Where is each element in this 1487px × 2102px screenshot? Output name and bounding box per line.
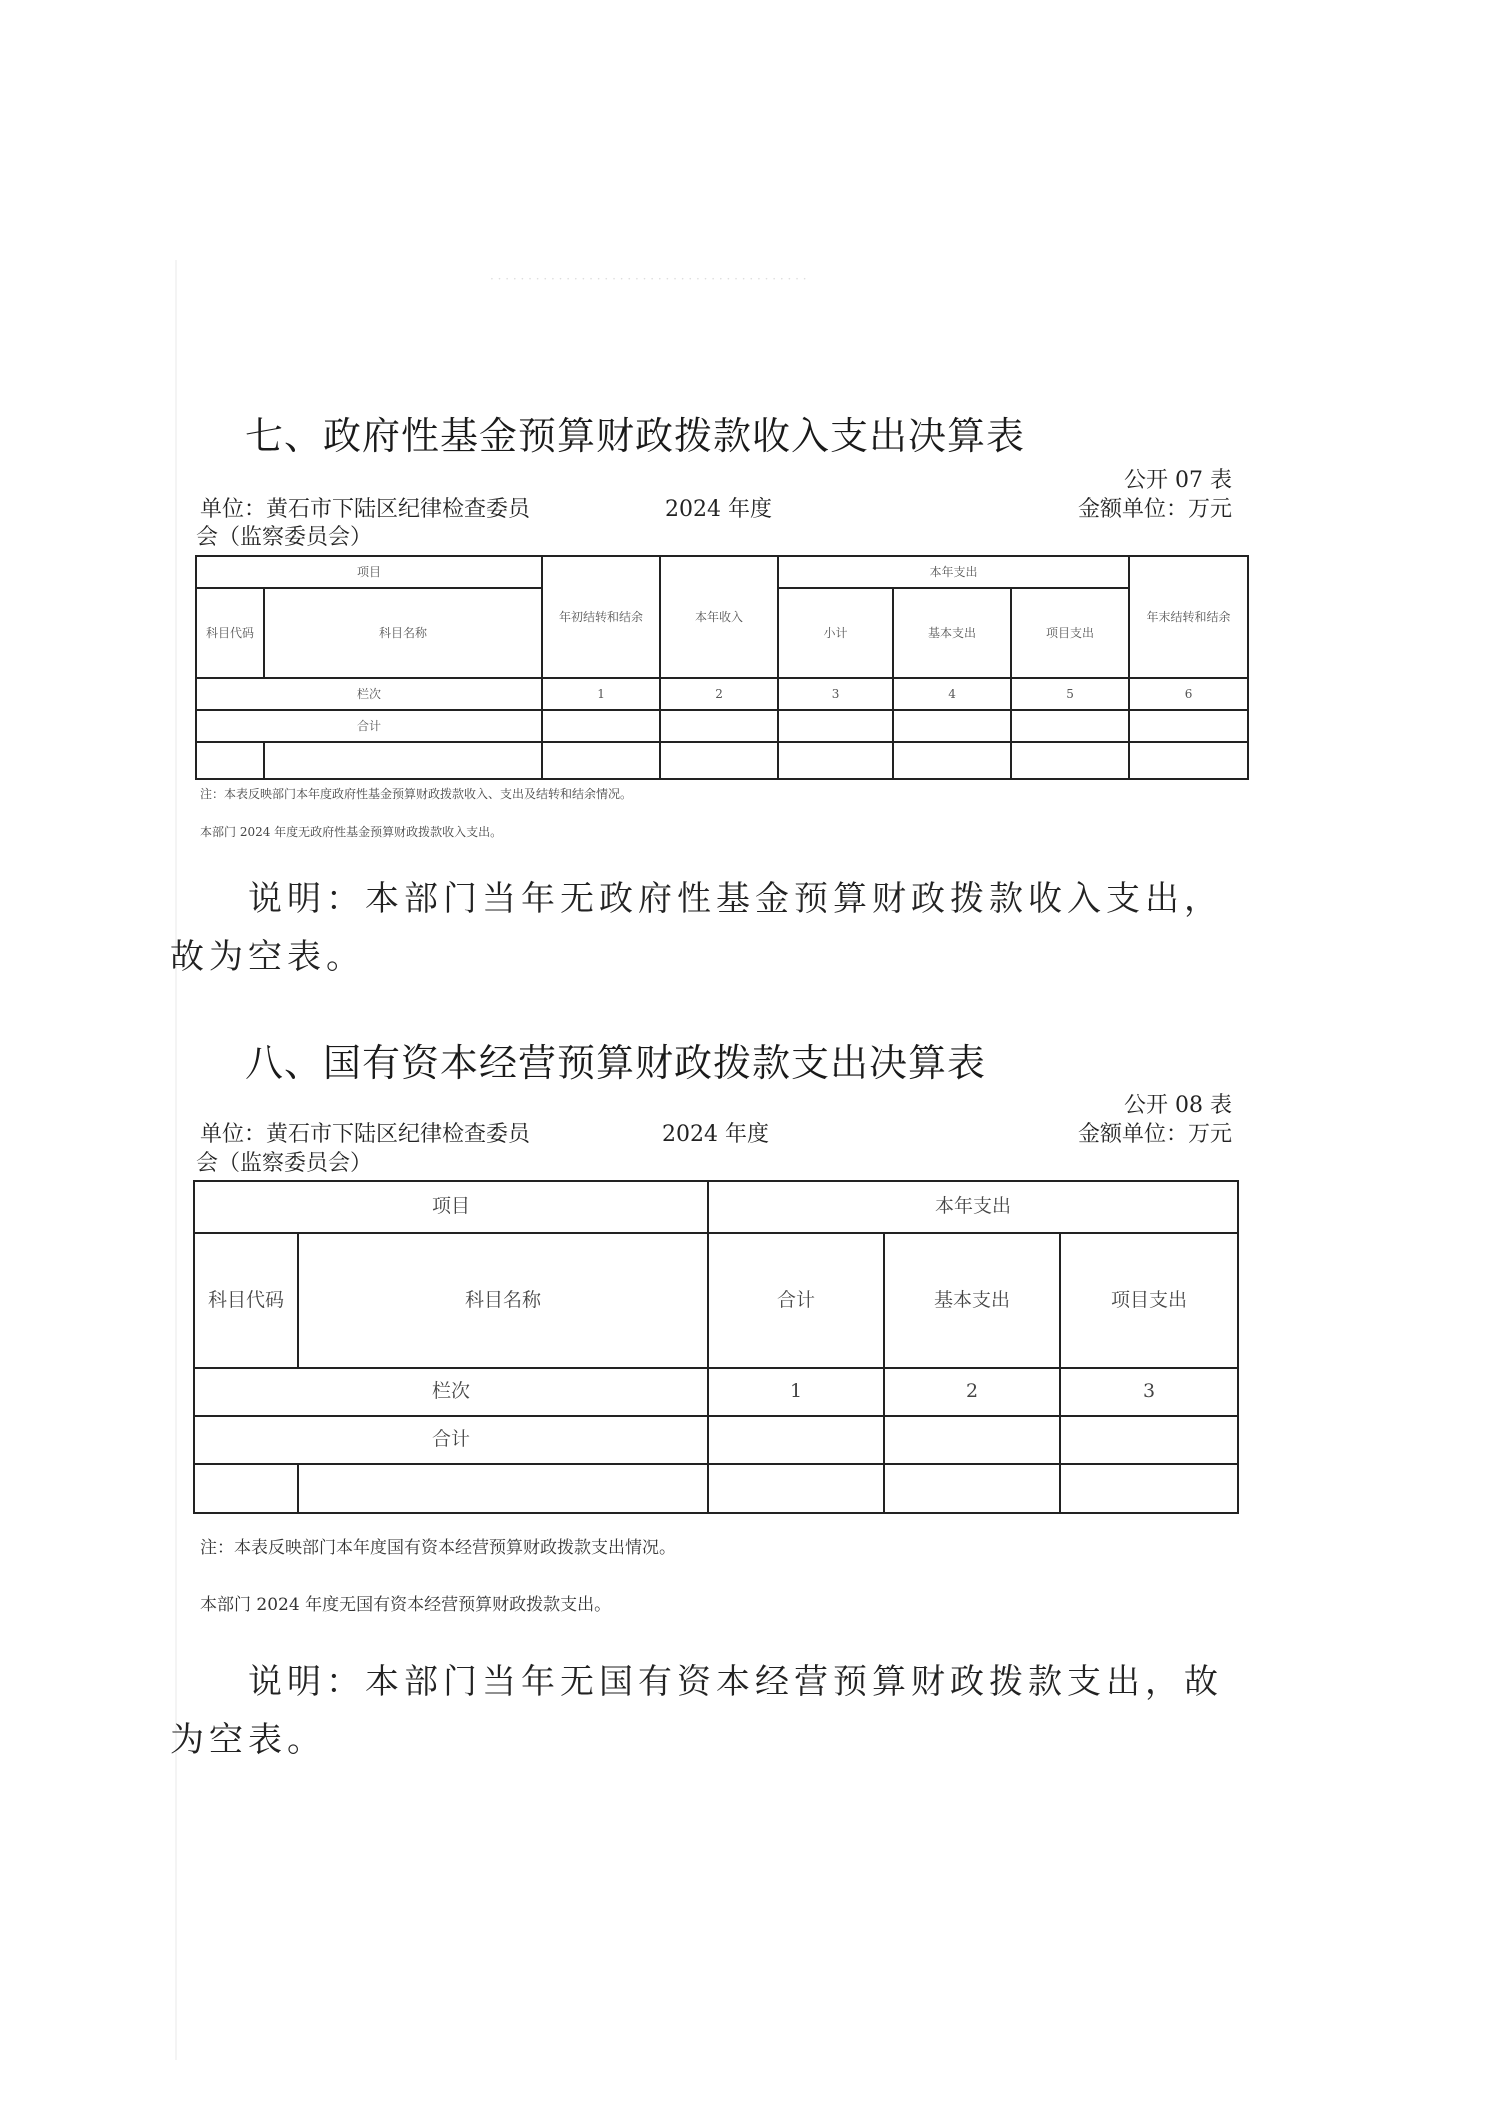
section7-unit-line1: 单位：黄石市下陆区纪律检查委员 [200,497,531,522]
t7-project-exp-header: 项目支出 [1011,588,1129,678]
table-cell [542,742,660,779]
section7-table-no: 公开 07 表 [1124,468,1232,493]
t8-col-number: 2 [884,1368,1060,1416]
t7-col-number: 4 [893,678,1011,710]
section8-unit-line2: 会（监察委员会） [196,1151,373,1176]
table-cell [893,742,1011,779]
section7-explain-line1: 说明：本部门当年无政府性基金预算财政拨款收入支出， [248,879,1223,919]
table-cell [1011,742,1129,779]
section8-title: 八、国有资本经营预算财政拨款支出决算表 [245,1041,987,1085]
section8-year: 2024 年度 [662,1122,769,1147]
t7-column-index-label: 栏次 [196,678,542,710]
table-cell [778,742,893,779]
t7-expense-header: 本年支出 [778,556,1129,588]
section7-note1: 注：本表反映部门本年度政府性基金预算财政拨款收入、支出及结转和结余情况。 [200,787,633,801]
header-mark: · · · · · · · · · · · · · · · · · · · · · · · · · · · · · · · · · · · · · · · · · · [490,272,807,286]
t7-col-number: 3 [778,678,893,710]
section8-amount-unit: 金额单位：万元 [1077,1122,1232,1147]
section7-amount-unit: 金额单位：万元 [1077,497,1232,522]
table-cell [778,710,893,742]
table-cell [542,710,660,742]
t7-income-header: 本年收入 [660,556,778,678]
t7-col-number: 2 [660,678,778,710]
t8-code-header: 科目代码 [194,1233,298,1368]
table-cell [1129,742,1248,779]
section7-unit-line2: 会（监察委员会） [196,525,373,550]
t7-subtotal-header: 小计 [778,588,893,678]
scan-edge [175,260,177,2060]
t8-col-number: 1 [708,1368,884,1416]
section7-note2: 本部门 2024 年度无政府性基金预算财政拨款收入支出。 [200,825,503,839]
section7-explain-line2: 故为空表。 [170,937,365,977]
t8-expense-header: 本年支出 [708,1181,1238,1233]
table-cell [708,1416,884,1464]
t8-col-number: 3 [1060,1368,1238,1416]
section7-title: 七、政府性基金预算财政拨款收入支出决算表 [245,414,1026,458]
table-cell [884,1416,1060,1464]
section8-table-no: 公开 08 表 [1124,1093,1232,1118]
t8-name-header: 科目名称 [298,1233,708,1368]
t7-col-number: 5 [1011,678,1129,710]
t7-closing-balance-header: 年末结转和结余 [1129,556,1248,678]
t8-project-exp-header: 项目支出 [1060,1233,1238,1368]
t8-column-index-label: 栏次 [194,1368,708,1416]
section8-explanation [170,1653,1290,1769]
section7-table [195,555,1249,780]
table-cell [1129,710,1248,742]
table-cell [264,742,542,779]
table-cell [660,742,778,779]
t8-total-col-header: 合计 [708,1233,884,1368]
section7-explanation [170,870,1290,986]
section8-explain-line1: 说明：本部门当年无国有资本经营预算财政拨款支出，故 [248,1662,1223,1702]
section8-note2: 本部门 2024 年度无国有资本经营预算财政拨款支出。 [200,1595,612,1615]
t7-col-number: 6 [1129,678,1248,710]
table-cell [1060,1464,1238,1513]
table-cell [194,1464,298,1513]
section8-explain-line2: 为空表。 [170,1720,326,1760]
t7-total-label: 合计 [196,710,542,742]
table-cell [298,1464,708,1513]
table-cell [196,742,264,779]
section8-unit-line1: 单位：黄石市下陆区纪律检查委员 [200,1122,531,1147]
table-cell [1011,710,1129,742]
t8-total-label: 合计 [194,1416,708,1464]
section8-note1: 注：本表反映部门本年度国有资本经营预算财政拨款支出情况。 [200,1538,676,1558]
t7-col-number: 1 [542,678,660,710]
table-cell [1060,1416,1238,1464]
table-cell [708,1464,884,1513]
t7-code-header: 科目代码 [196,588,264,678]
section7-year: 2024 年度 [665,497,772,522]
table-cell [893,710,1011,742]
table-cell [660,710,778,742]
table-cell [884,1464,1060,1513]
section8-table [193,1180,1239,1514]
t7-basic-header: 基本支出 [893,588,1011,678]
t8-basic-header: 基本支出 [884,1233,1060,1368]
t7-opening-balance-header: 年初结转和结余 [542,556,660,678]
t8-project-header: 项目 [194,1181,708,1233]
t7-project-header: 项目 [196,556,542,588]
t7-name-header: 科目名称 [264,588,542,678]
